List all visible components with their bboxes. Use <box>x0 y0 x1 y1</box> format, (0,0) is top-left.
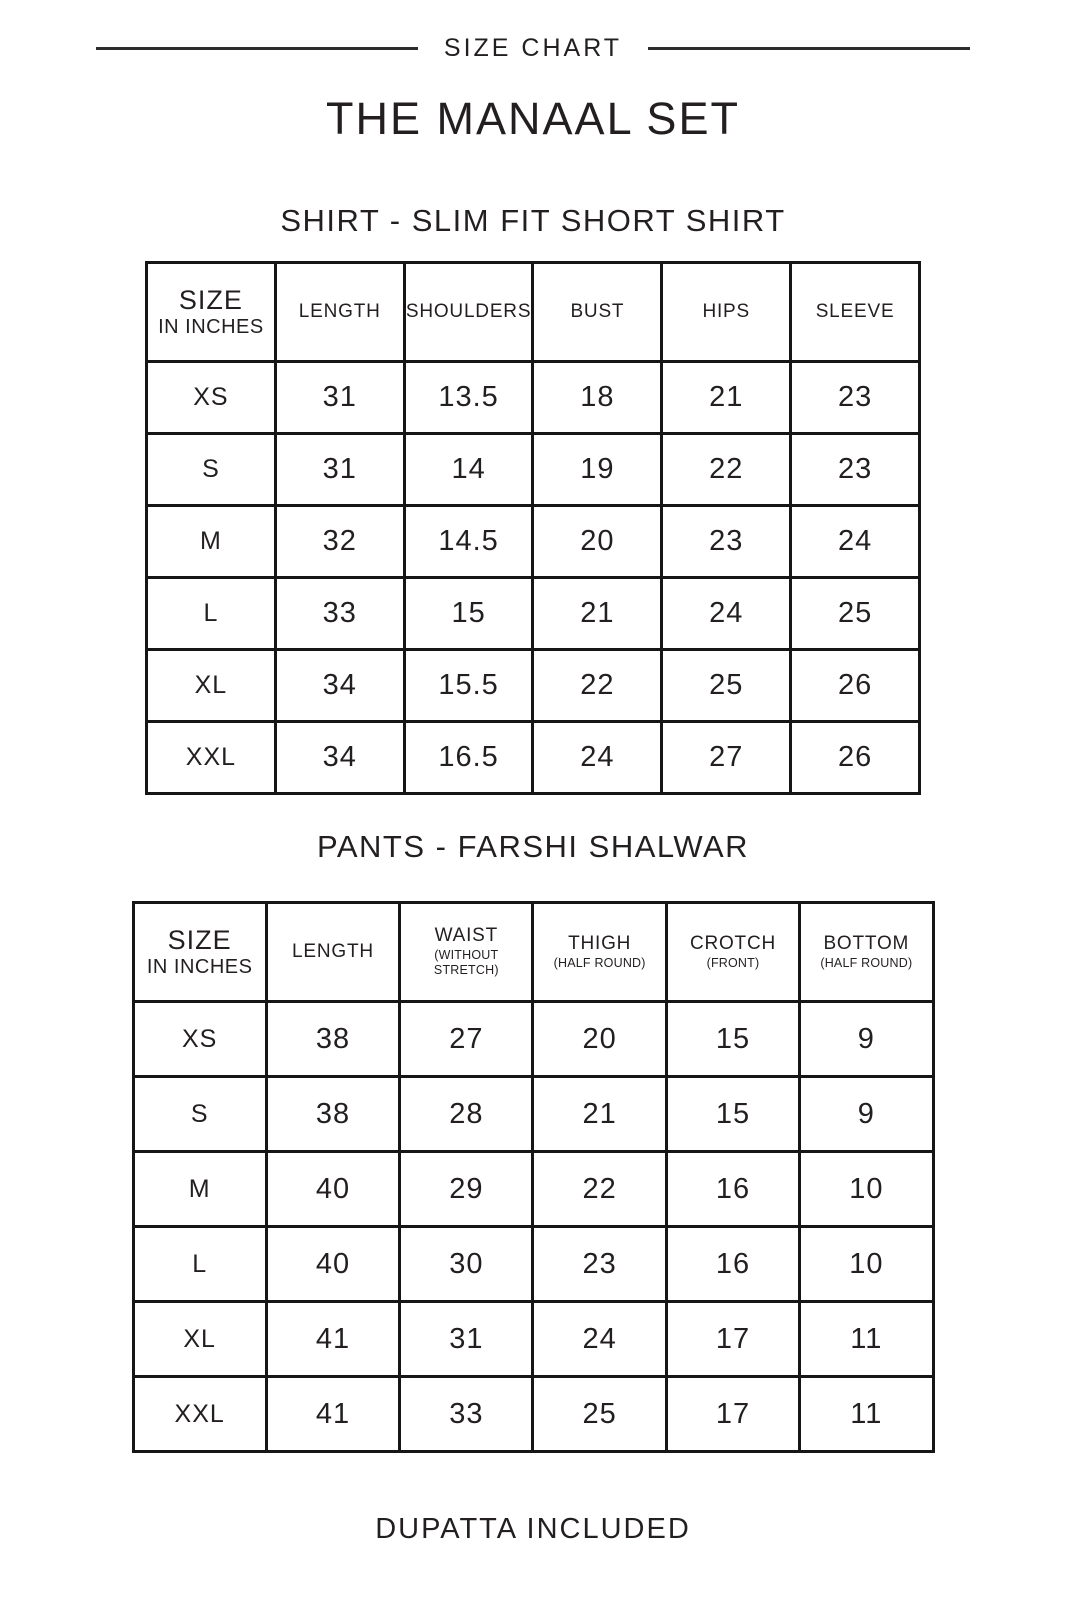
column-header-waist <box>400 903 533 1002</box>
measurement-cell: 15 <box>666 1002 799 1077</box>
size-header-unit: IN INCHES <box>158 316 264 339</box>
size-label-cell: S <box>147 434 276 506</box>
measurement-cell: 23 <box>662 506 791 578</box>
measurement-cell: 20 <box>533 1002 666 1077</box>
measurement-cell: 23 <box>791 362 920 434</box>
header-row <box>147 263 920 362</box>
measurement-cell: 15 <box>404 578 533 650</box>
measurement-cell: 15 <box>666 1077 799 1152</box>
measurement-cell: 10 <box>800 1227 933 1302</box>
column-label: HIPS <box>702 300 750 322</box>
size-header-label: SIZE <box>167 924 232 955</box>
footer-note: DUPATTA INCLUDED <box>375 1513 691 1545</box>
size-row-xs <box>133 1002 933 1077</box>
measurement-cell: 14 <box>404 434 533 506</box>
size-row-m <box>133 1152 933 1227</box>
size-label-cell: XXL <box>133 1377 266 1452</box>
size-in-inches-header <box>147 263 276 362</box>
measurement-cell: 22 <box>533 650 662 722</box>
measurement-cell: 24 <box>533 722 662 794</box>
measurement-cell: 21 <box>533 578 662 650</box>
measurement-cell: 32 <box>275 506 404 578</box>
pants-section-title: PANTS - FARSHI SHALWAR <box>316 829 750 864</box>
measurement-cell: 25 <box>662 650 791 722</box>
measurement-cell: 27 <box>400 1002 533 1077</box>
measurement-cell: 30 <box>400 1227 533 1302</box>
measurement-cell: 38 <box>266 1002 399 1077</box>
measurement-cell: 20 <box>533 506 662 578</box>
measurement-cell: 22 <box>533 1152 666 1227</box>
column-label: BUST <box>570 300 625 322</box>
column-header-length <box>275 263 404 362</box>
measurement-cell: 24 <box>662 578 791 650</box>
measurement-cell: 25 <box>791 578 920 650</box>
column-label: BOTTOM <box>823 932 910 954</box>
size-header-label: SIZE <box>178 284 243 315</box>
measurement-cell: 11 <box>800 1302 933 1377</box>
size-in-inches-header <box>133 903 266 1002</box>
measurement-cell: 16 <box>666 1152 799 1227</box>
measurement-cell: 31 <box>275 362 404 434</box>
column-header-crotch <box>666 903 799 1002</box>
column-label: SHOULDERS <box>405 300 532 322</box>
size-label-cell: XS <box>147 362 276 434</box>
measurement-cell: 33 <box>275 578 404 650</box>
column-sublabel: (FRONT) <box>706 955 760 970</box>
column-header-hips <box>662 263 791 362</box>
size-row-xl <box>133 1302 933 1377</box>
measurement-cell: 23 <box>533 1227 666 1302</box>
measurement-cell: 31 <box>400 1302 533 1377</box>
column-header-shoulders <box>404 263 533 362</box>
size-row-s <box>133 1077 933 1152</box>
pants-size-table <box>132 901 935 1453</box>
column-sublabel: (HALF ROUND) <box>820 955 913 970</box>
header-row <box>133 903 933 1002</box>
size-row-xxl <box>147 722 920 794</box>
size-label-cell: L <box>133 1227 266 1302</box>
measurement-cell: 40 <box>266 1152 399 1227</box>
measurement-cell: 17 <box>666 1377 799 1452</box>
measurement-cell: 29 <box>400 1152 533 1227</box>
measurement-cell: 41 <box>266 1377 399 1452</box>
column-label: CROTCH <box>689 932 777 954</box>
measurement-cell: 38 <box>266 1077 399 1152</box>
measurement-cell: 23 <box>791 434 920 506</box>
size-label-cell: XS <box>133 1002 266 1077</box>
header-rule-right <box>648 47 970 50</box>
measurement-cell: 10 <box>800 1152 933 1227</box>
measurement-cell: 22 <box>662 434 791 506</box>
measurement-cell: 21 <box>533 1077 666 1152</box>
size-label-cell: XXL <box>147 722 276 794</box>
size-row-l <box>133 1227 933 1302</box>
table-head <box>147 263 920 362</box>
size-label-cell: L <box>147 578 276 650</box>
page-title: THE MANAAL SET <box>326 93 740 144</box>
size-label-cell: XL <box>133 1302 266 1377</box>
measurement-cell: 14.5 <box>404 506 533 578</box>
measurement-cell: 17 <box>666 1302 799 1377</box>
size-row-l <box>147 578 920 650</box>
size-row-xs <box>147 362 920 434</box>
measurement-cell: 21 <box>662 362 791 434</box>
measurement-cell: 24 <box>533 1302 666 1377</box>
pants-table-section <box>0 901 1066 1453</box>
column-header-thigh <box>533 903 666 1002</box>
column-label: LENGTH <box>298 300 381 322</box>
header-label: SIZE CHART <box>443 34 623 62</box>
size-row-m <box>147 506 920 578</box>
measurement-cell: 40 <box>266 1227 399 1302</box>
measurement-cell: 28 <box>400 1077 533 1152</box>
column-label: WAIST <box>434 924 499 946</box>
measurement-cell: 15.5 <box>404 650 533 722</box>
measurement-cell: 16.5 <box>404 722 533 794</box>
measurement-cell: 24 <box>791 506 920 578</box>
header-rule-left <box>96 47 418 50</box>
measurement-cell: 31 <box>275 434 404 506</box>
measurement-cell: 34 <box>275 722 404 794</box>
column-label: THIGH <box>568 932 632 954</box>
column-header-bottom <box>800 903 933 1002</box>
measurement-cell: 13.5 <box>404 362 533 434</box>
size-label-cell: M <box>133 1152 266 1227</box>
column-label: SLEEVE <box>815 300 895 322</box>
measurement-cell: 33 <box>400 1377 533 1452</box>
size-row-xxl <box>133 1377 933 1452</box>
column-header-sleeve <box>791 263 920 362</box>
column-header-bust <box>533 263 662 362</box>
measurement-cell: 16 <box>666 1227 799 1302</box>
measurement-cell: 18 <box>533 362 662 434</box>
column-header-length <box>266 903 399 1002</box>
shirt-section-title: SHIRT - SLIM FIT SHORT SHIRT <box>280 203 786 238</box>
measurement-cell: 25 <box>533 1377 666 1452</box>
size-header-unit: IN INCHES <box>146 956 253 979</box>
measurement-cell: 9 <box>800 1077 933 1152</box>
shirt-size-table <box>145 261 921 795</box>
measurement-cell: 26 <box>791 650 920 722</box>
size-label-cell: XL <box>147 650 276 722</box>
size-row-xl <box>147 650 920 722</box>
size-label-cell: S <box>133 1077 266 1152</box>
shirt-table-section <box>0 261 1066 795</box>
measurement-cell: 11 <box>800 1377 933 1452</box>
table-body <box>147 362 920 794</box>
column-sublabel: (WITHOUT STRETCH) <box>433 947 499 978</box>
size-row-s <box>147 434 920 506</box>
measurement-cell: 9 <box>800 1002 933 1077</box>
measurement-cell: 34 <box>275 650 404 722</box>
column-label: LENGTH <box>292 940 374 962</box>
measurement-cell: 41 <box>266 1302 399 1377</box>
measurement-cell: 19 <box>533 434 662 506</box>
size-label-cell: M <box>147 506 276 578</box>
table-head <box>133 903 933 1002</box>
header <box>0 34 1066 63</box>
measurement-cell: 27 <box>662 722 791 794</box>
measurement-cell: 26 <box>791 722 920 794</box>
column-sublabel: (HALF ROUND) <box>553 955 646 970</box>
table-body <box>133 1002 933 1452</box>
